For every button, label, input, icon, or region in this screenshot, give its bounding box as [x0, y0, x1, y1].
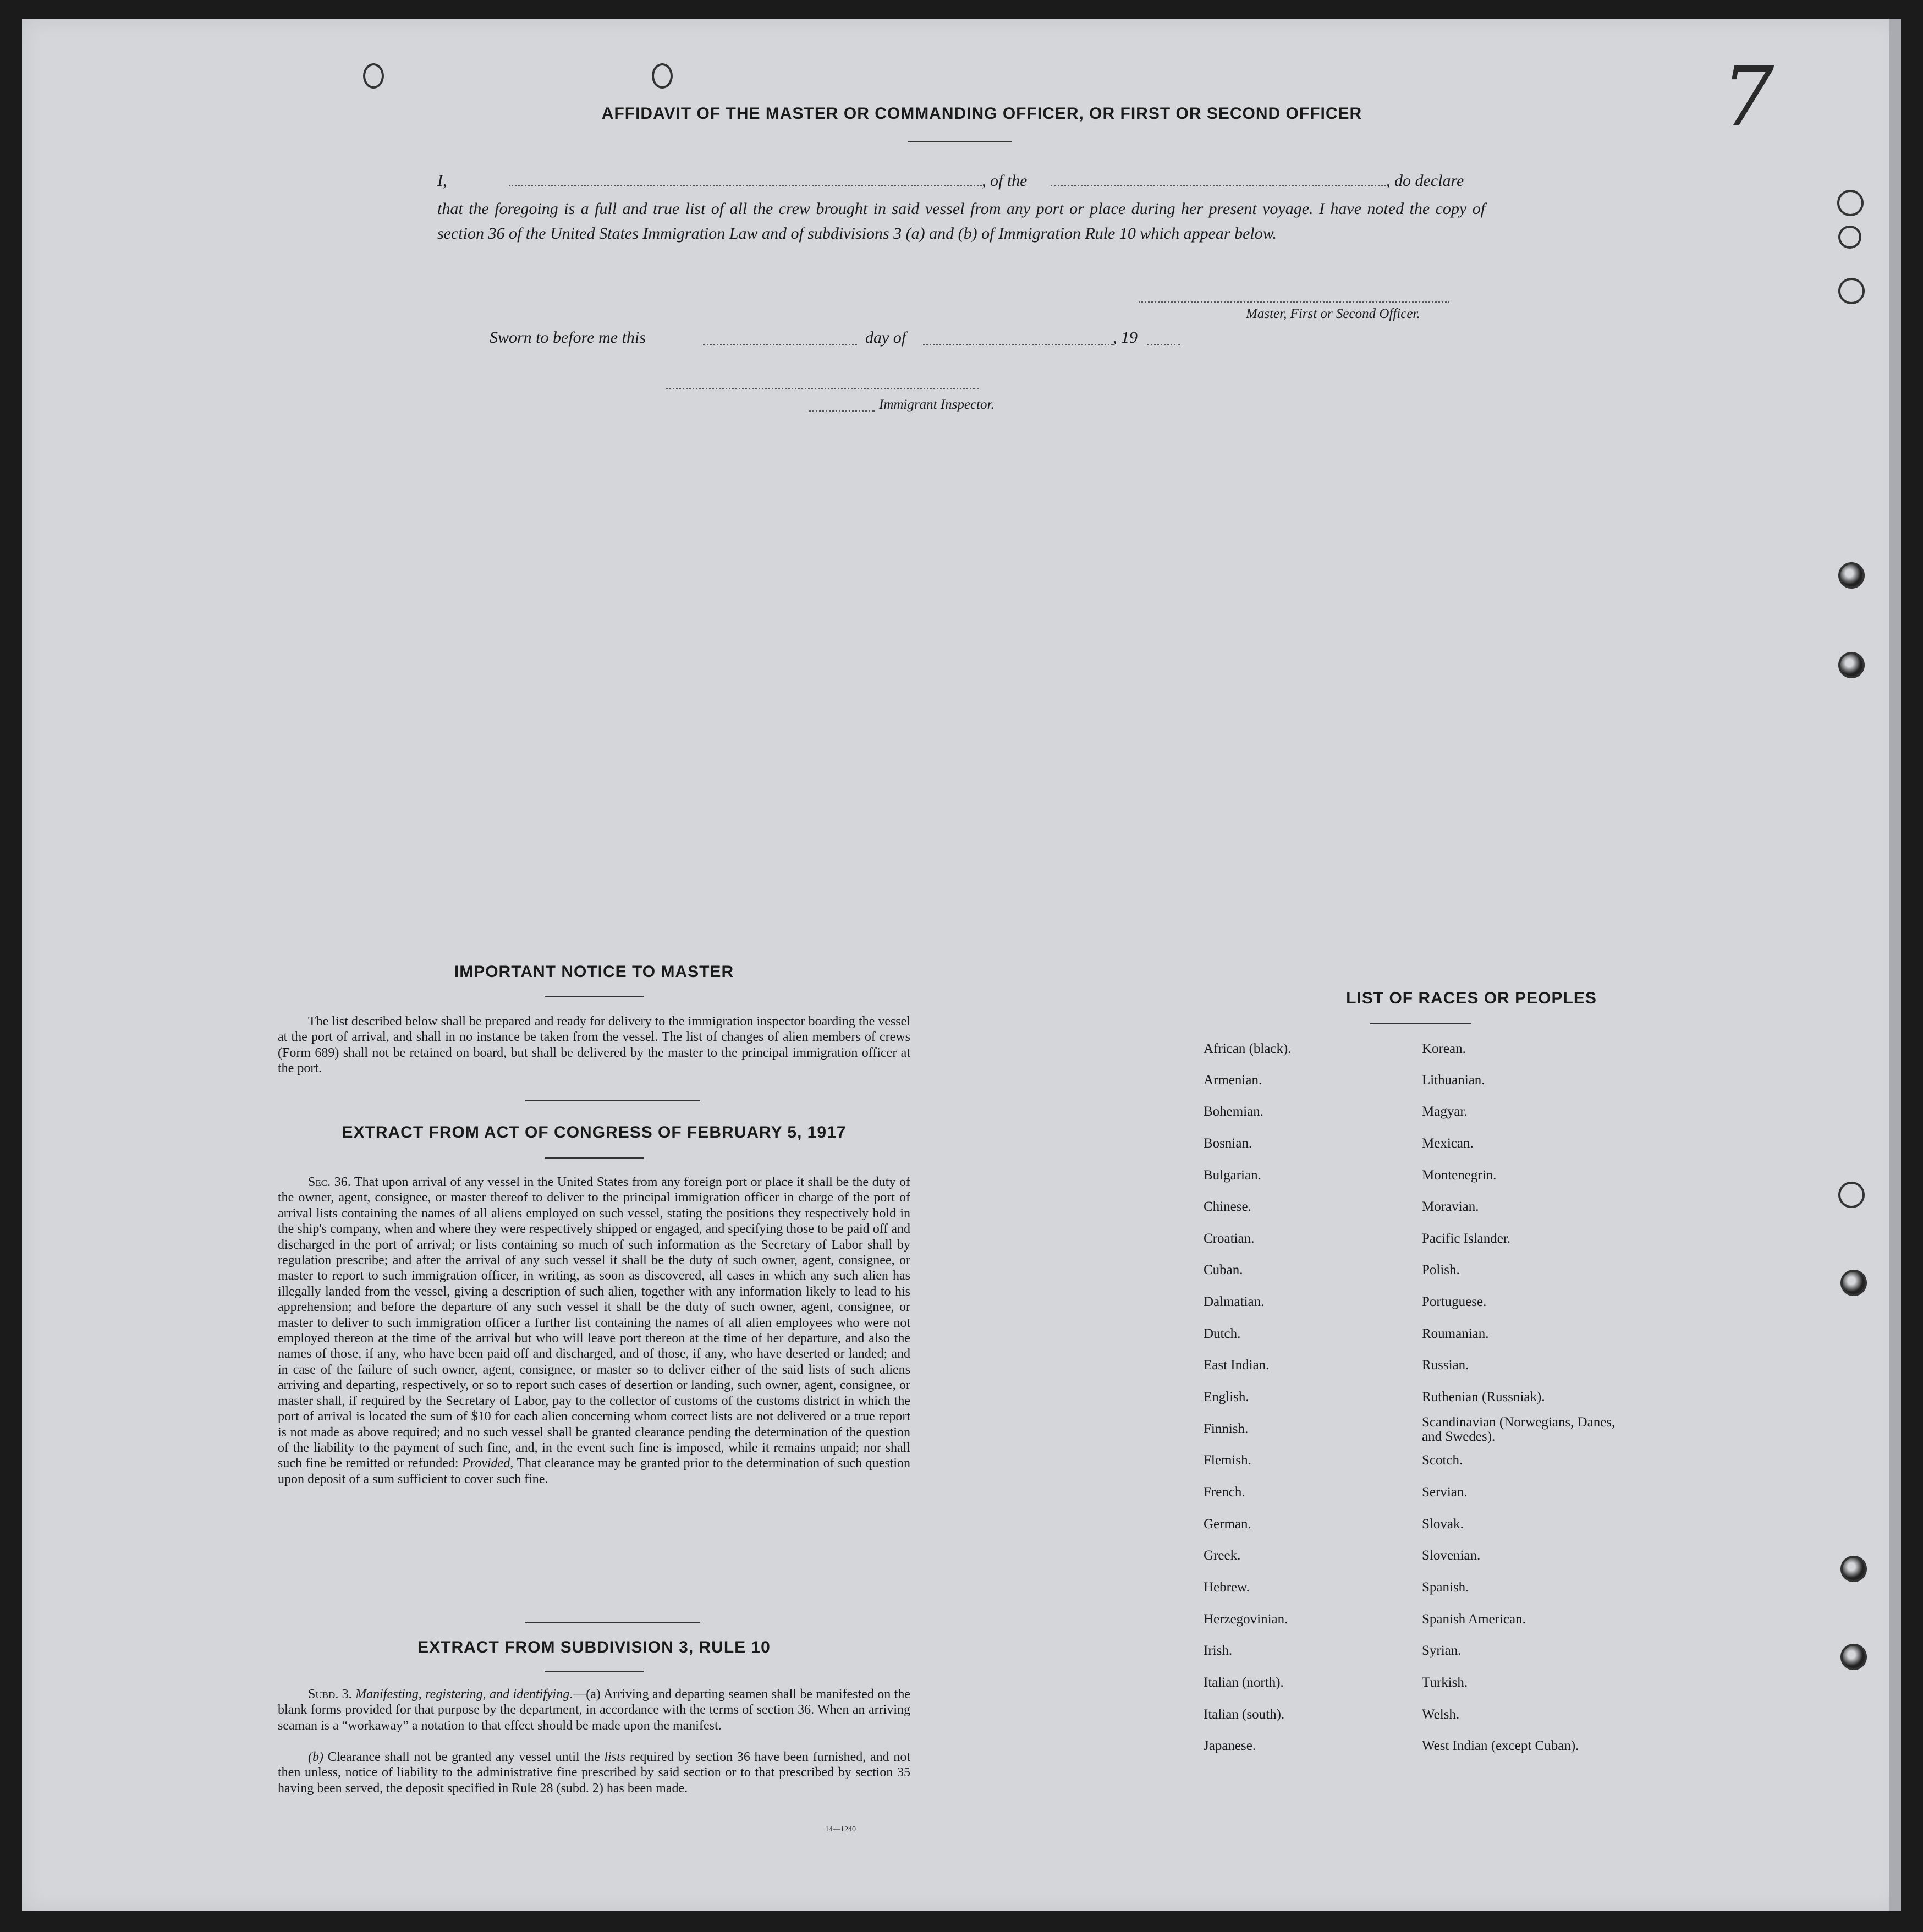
inspector-signature-line: [666, 388, 979, 389]
binder-hole: [1838, 1182, 1865, 1208]
race-left: Bosnian.: [1204, 1136, 1252, 1151]
notice-title: IMPORTANT NOTICE TO MASTER: [454, 963, 734, 981]
extract-act-title-rule: [545, 1157, 644, 1159]
sheet-edge: [1889, 19, 1901, 1911]
race-left: Japanese.: [1204, 1738, 1256, 1753]
inspector-caption-lead: [809, 410, 875, 412]
subdivision-b-text: [278, 1749, 910, 1796]
race-right: Pacific Islander.: [1422, 1231, 1511, 1246]
affidavit-of-the: , of the: [982, 172, 1028, 190]
race-left: Bohemian.: [1204, 1104, 1264, 1119]
binder-hole: [1840, 1270, 1867, 1296]
extract-rule-title: EXTRACT FROM SUBDIVISION 3, RULE 10: [417, 1638, 771, 1656]
binder-hole: [1840, 1556, 1867, 1582]
binder-hole: [1837, 190, 1864, 216]
binder-hole: [1838, 226, 1861, 249]
race-left: French.: [1204, 1485, 1245, 1500]
para-b-text-2: required by section 36 have been furnished, and not then unless, notice of liability to the administrative fine prescribed by said section or to that prescribed by section 35 having been served, the deposit specified in Rule 28 (subd. 2) has been made.: [278, 1750, 911, 1796]
race-left: Hebrew.: [1204, 1580, 1250, 1595]
race-left: Croatian.: [1204, 1231, 1255, 1246]
form-number: 14—1240: [825, 1825, 856, 1834]
race-right: Syrian.: [1422, 1643, 1462, 1658]
para-a-label: —(a): [573, 1687, 601, 1702]
race-right: Mexican.: [1422, 1136, 1474, 1151]
sworn-month-blank: [923, 344, 1113, 345]
race-left: Cuban.: [1204, 1263, 1243, 1277]
race-left: Finnish.: [1204, 1421, 1249, 1436]
para-b-label: (b): [308, 1750, 323, 1764]
binder-hole: [363, 63, 384, 89]
page-number: 7: [1722, 50, 1774, 145]
race-left: Dalmatian.: [1204, 1294, 1265, 1309]
binder-hole: [1838, 278, 1865, 304]
race-left: English.: [1204, 1390, 1249, 1404]
race-right: Welsh.: [1422, 1707, 1460, 1722]
binder-hole: [1840, 1644, 1867, 1670]
sworn-text: Sworn to before me this: [490, 328, 646, 347]
race-right: Korean.: [1422, 1041, 1466, 1056]
para-a-text: Arriving and departing seamen shall be manifested on the blank forms provided for that purpose by the department, in accordance with the terms of section 36. When an arriving seaman is a “workaway” a notation to that effect should be made upon the manifest.: [278, 1687, 910, 1733]
race-right: Turkish.: [1422, 1675, 1468, 1690]
race-right: Polish.: [1422, 1263, 1460, 1277]
para-b-text-1: Clearance shall not be granted any vessel until the: [327, 1750, 600, 1764]
race-left: East Indian.: [1204, 1358, 1270, 1373]
extract-act-separator: [525, 1622, 700, 1623]
race-right: Montenegrin.: [1422, 1168, 1497, 1183]
race-left: Armenian.: [1204, 1073, 1262, 1088]
race-right: Russian.: [1422, 1358, 1469, 1373]
race-right: Moravian.: [1422, 1199, 1479, 1214]
sworn-year-prefix: , 19: [1113, 328, 1138, 347]
race-left: German.: [1204, 1517, 1251, 1532]
sworn-day-of: day of: [865, 328, 906, 347]
race-right: Spanish.: [1422, 1580, 1469, 1595]
race-right: Portuguese.: [1422, 1294, 1487, 1309]
affidavit-vessel-blank: [1051, 185, 1386, 186]
section-36-text: That upon arrival of any vessel in the United States from any foreign port or place it shall be the duty of the owner, agent, consignee, or master thereof to deliver to the principal immigration officer in charge of the port of arrival lists containing the names of all aliens employed on such vessel, stating the positions they respectively hold in the ship's company, when and where they were respectively shipped or engaged, and specifying those to be paid off and discharged in the port of arrival; or lists containing so much of such information as the Secretary of Labor shall by regulation prescribe; and after the arrival of any such vessel it shall be the duty of such owner, agent, consignee, or master to report to such immigration officer, in writing, as soon as discovered, all cases in which any such alien has illegally landed from the vessel, giving a description of such alien, together with any information likely to lead to his apprehension; and before the departure of any such vessel it shall be the duty of such owner, agent, consignee, or master to deliver to such immigration officer a further list containing the names of all alien employees who were not employed thereon at the time of the arrival but who will leave port thereon at the time of her departure, and also the names of those, if any, who have been paid off and discharged, and of those, if any, who have deserted or landed; and in case of the failure of such owner, agent, consignee, or master so to deliver either of the said lists of such aliens arriving and departing, respectively, or so to report such cases of desertion or landing, such owner, agent, consignee, or master shall, if required by the Secretary of Labor, pay to the collector of customs of the customs district in which the port of arrival is located the sum of $10 for each alien concerning whom correct lists are not delivered or a true report is not made as above required; and no such vessel shall be granted clearance pending the determination of the question of the liability to the payment of such fine, and, in the event such fine is imposed, while it remains unpaid; nor shall such fine be remitted or refunded:: [278, 1175, 910, 1471]
races-title-rule: [1370, 1023, 1471, 1024]
provided-label: Provided,: [462, 1456, 514, 1471]
races-title: LIST OF RACES OR PEOPLES: [1346, 989, 1597, 1007]
subdivision-label: Subd. 3.: [308, 1687, 352, 1702]
race-right: Servian.: [1422, 1485, 1468, 1500]
section-36-label: Sec. 36.: [308, 1175, 351, 1189]
race-left: Irish.: [1204, 1643, 1233, 1658]
race-left: Chinese.: [1204, 1199, 1251, 1214]
subdivision-a-text: [278, 1687, 910, 1733]
notice-title-rule: [545, 996, 644, 997]
race-right: Ruthenian (Russniak).: [1422, 1390, 1545, 1404]
extract-rule-title-rule: [545, 1671, 644, 1672]
race-right: Lithuanian.: [1422, 1073, 1485, 1088]
binder-hole: [652, 63, 673, 89]
race-right: West Indian (except Cuban).: [1422, 1738, 1579, 1753]
sworn-day-blank: [703, 344, 857, 345]
race-left: African (black).: [1204, 1041, 1292, 1056]
race-right: Scotch.: [1422, 1453, 1463, 1468]
race-right: Spanish American.: [1422, 1612, 1526, 1627]
subdivision-heading: Manifesting, registering, and identifying.: [355, 1687, 573, 1702]
affidavit-declaration: that the foregoing is a full and true list of all the crew brought in said vessel from any port or place during her present voyage. I have noted the copy of section 36 of the United States Immigration Law and of subdivisions 3 (a) and (b) of Immigration Rule 10 which appear below.: [437, 200, 1485, 243]
binder-hole: [1838, 652, 1865, 678]
race-right: Slovak.: [1422, 1517, 1464, 1532]
para-b-lists: lists: [604, 1750, 626, 1764]
master-signature-line: [1139, 301, 1449, 303]
affidavit-name-blank: [509, 185, 982, 186]
extract-act-text: [278, 1174, 910, 1487]
race-right: Roumanian.: [1422, 1326, 1489, 1341]
race-left: Dutch.: [1204, 1326, 1241, 1341]
race-left: Flemish.: [1204, 1453, 1251, 1468]
race-left: Italian (north).: [1204, 1675, 1284, 1690]
sworn-year-blank: [1147, 344, 1180, 345]
race-right: Slovenian.: [1422, 1548, 1481, 1563]
affidavit-declare: , do declare: [1386, 172, 1464, 190]
race-left: Bulgarian.: [1204, 1168, 1261, 1183]
race-left: Herzegovinian.: [1204, 1612, 1288, 1627]
binder-hole: [1838, 562, 1865, 589]
notice-separator: [525, 1100, 700, 1101]
extract-act-title: EXTRACT FROM ACT OF CONGRESS OF FEBRUARY 5, 1917: [342, 1123, 847, 1141]
affidavit-title-rule: [908, 141, 1012, 142]
race-right: Magyar.: [1422, 1104, 1468, 1119]
master-signature-caption: Master, First or Second Officer.: [1246, 306, 1420, 321]
section-36-text-end: That clearance may be granted prior to the determination of such question upon deposit of a sum sufficient to cover such fine.: [278, 1456, 911, 1486]
race-left: Greek.: [1204, 1548, 1241, 1563]
race-right: Scandinavian (Norwegians, Danes, and Swedes).: [1422, 1415, 1616, 1444]
race-left: Italian (south).: [1204, 1707, 1285, 1722]
affidavit-i: I,: [437, 172, 447, 190]
inspector-caption: Immigrant Inspector.: [879, 397, 995, 412]
notice-text: The list described below shall be prepared and ready for delivery to the immigration inspector boarding the vessel at the port of arrival, and shall in no instance be taken from the vessel. The list of changes of alien members of crews (Form 689) shall not be retained on board, but shall be delivered by the master to the principal immigration officer at the port.: [278, 1014, 910, 1076]
affidavit-title: AFFIDAVIT OF THE MASTER OR COMMANDING OFFICER, OR FIRST OR SECOND OFFICER: [601, 105, 1362, 123]
